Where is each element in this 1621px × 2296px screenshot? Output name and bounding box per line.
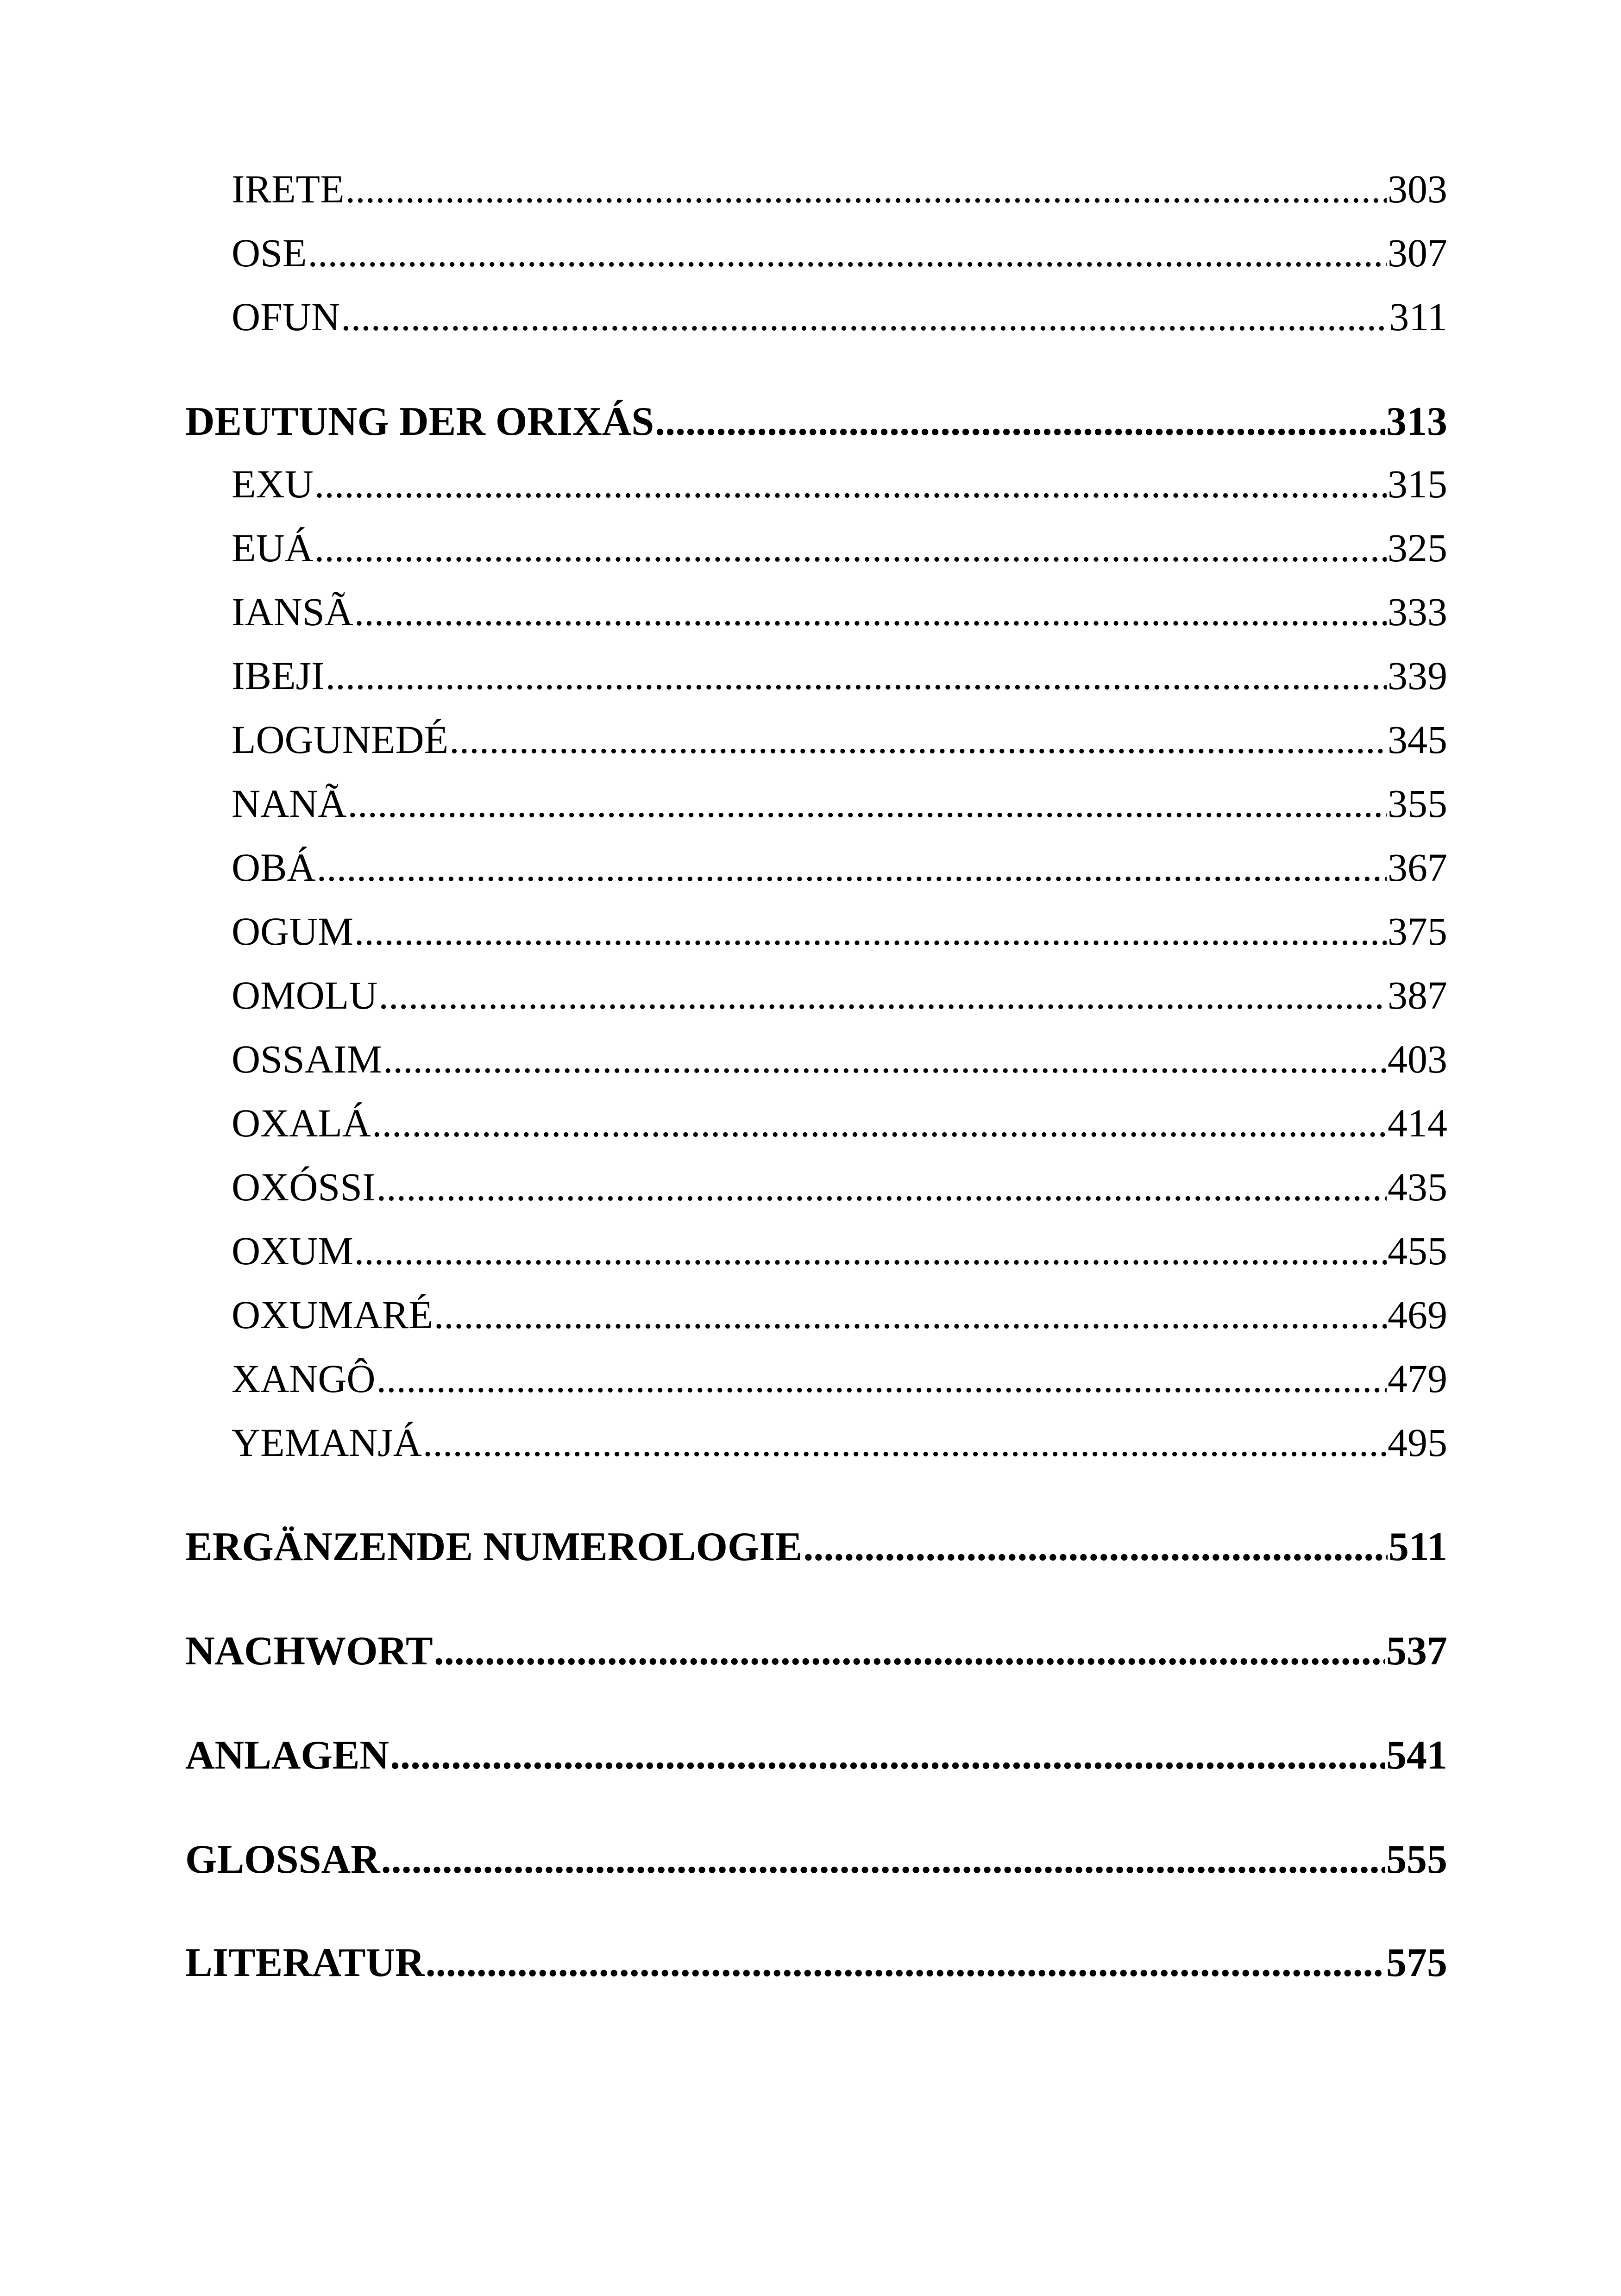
toc-entry-title: OSSAIM (232, 1037, 382, 1081)
toc-entry-title: LOGUNEDÉ (232, 717, 449, 762)
toc-entry-ogum (185, 908, 1447, 964)
toc-entry-page: 435 (1388, 1165, 1447, 1209)
toc-dot-leader (381, 1836, 1385, 1883)
toc-dot-leader (449, 716, 1387, 763)
toc-dot-leader (354, 589, 1387, 635)
toc-dot-leader (378, 972, 1387, 1018)
toc-dot-leader (423, 1419, 1387, 1466)
toc-entry-page: 355 (1388, 781, 1447, 826)
toc-entry-page: 375 (1388, 909, 1447, 954)
toc-entry-page: 403 (1388, 1037, 1447, 1081)
toc-entry-title: OXUMARÉ (232, 1292, 433, 1337)
toc-dot-leader (390, 1732, 1385, 1779)
toc-entry-page: 537 (1386, 1629, 1447, 1674)
toc-dot-leader (354, 1228, 1387, 1274)
toc-entry-irete (185, 166, 1447, 221)
toc-entry-title: LITERATUR (185, 1940, 425, 1985)
toc-entry-title: OXALÁ (232, 1101, 371, 1145)
toc-entry-page: 511 (1388, 1524, 1447, 1569)
toc-entry-xango (185, 1355, 1447, 1411)
toc-entry-ibeji (185, 652, 1447, 708)
toc-entry-title: OFUN (232, 295, 340, 339)
toc-entry-title: NACHWORT (185, 1629, 433, 1674)
toc-entry-page: 495 (1388, 1420, 1447, 1465)
toc-entry-ose (185, 230, 1447, 285)
toc-entry-page: 307 (1388, 231, 1447, 275)
toc-entry-page: 325 (1388, 526, 1447, 570)
toc-entry-oba (185, 844, 1447, 900)
toc-entry-iansa (185, 589, 1447, 644)
toc-dot-leader (347, 780, 1387, 827)
toc-entry-title: YEMANJÁ (232, 1420, 422, 1465)
toc-entry-page: 414 (1388, 1101, 1447, 1145)
toc-entry-glossar (185, 1836, 1447, 1892)
toc-dot-leader (377, 1164, 1387, 1210)
toc-entry-title: OGUM (232, 909, 353, 954)
toc-entry-title: OMOLU (232, 973, 378, 1017)
toc-entry-deutung-der-orixas (185, 398, 1447, 454)
toc-entry-title: OXÓSSI (232, 1165, 376, 1209)
toc-entry-eua (185, 525, 1447, 580)
toc-entry-exu (185, 461, 1447, 516)
toc-dot-leader (317, 844, 1387, 891)
toc-dot-leader (383, 1036, 1387, 1082)
toc-dot-leader (308, 230, 1387, 276)
toc-entry-page: 367 (1388, 845, 1447, 890)
toc-entry-title: XANGÔ (232, 1356, 376, 1401)
toc-entry-title: OXUM (232, 1229, 353, 1273)
toc-entry-page: 303 (1388, 167, 1447, 211)
toc-entry-title: NANÃ (232, 781, 347, 826)
toc-entry-logunede (185, 716, 1447, 772)
toc-entry-page: 479 (1388, 1356, 1447, 1401)
toc-entry-yemanja (185, 1419, 1447, 1475)
toc-entry-oxossi (185, 1164, 1447, 1219)
toc-entry-title: IRETE (232, 167, 345, 211)
toc-dot-leader (314, 525, 1387, 571)
toc-entry-title: ANLAGEN (185, 1733, 390, 1778)
toc-entry-oxumare (185, 1292, 1447, 1347)
toc-entry-page: 313 (1386, 399, 1447, 444)
toc-entry-title: EUÁ (232, 526, 314, 570)
toc-entry-page: 315 (1388, 462, 1447, 506)
toc-entry-ossaim (185, 1036, 1447, 1092)
toc-entry-page: 575 (1386, 1940, 1447, 1985)
toc-dot-leader (377, 1355, 1387, 1402)
toc-entry-page: 541 (1386, 1733, 1447, 1778)
toc-dot-leader (314, 461, 1387, 507)
toc-dot-leader (354, 908, 1387, 954)
toc-dot-leader (341, 294, 1388, 340)
toc-entry-page: 345 (1388, 717, 1447, 762)
toc-entry-oxala (185, 1100, 1447, 1155)
toc-entry-title: IBEJI (232, 653, 325, 698)
toc-dot-leader (346, 166, 1387, 212)
toc-entry-ofun (185, 294, 1447, 349)
toc-dot-leader (434, 1292, 1387, 1338)
toc-dot-leader (655, 398, 1385, 445)
toc-entry-title: OSE (232, 231, 307, 275)
toc-entry-page: 469 (1388, 1292, 1447, 1337)
toc-entry-page: 455 (1388, 1229, 1447, 1273)
toc-dot-leader (326, 652, 1387, 699)
toc-entry-title: GLOSSAR (185, 1837, 380, 1882)
toc-entry-page: 339 (1388, 653, 1447, 698)
toc-entry-title: EXU (232, 462, 314, 506)
toc-entry-omolu (185, 972, 1447, 1028)
toc-dot-leader (803, 1524, 1387, 1570)
toc-entry-page: 333 (1388, 590, 1447, 634)
toc-dot-leader (426, 1939, 1385, 1986)
toc-entry-title: OBÁ (232, 845, 316, 890)
toc-entry-title: ERGÄNZENDE NUMEROLOGIE (185, 1524, 803, 1569)
toc-entry-page: 387 (1388, 973, 1447, 1017)
toc-entry-erganzende-numerologie (185, 1524, 1447, 1579)
toc-entry-nana (185, 780, 1447, 836)
toc-entry-page: 555 (1386, 1837, 1447, 1882)
toc-dot-leader (372, 1100, 1387, 1146)
toc-entry-title: DEUTUNG DER ORIXÁS (185, 399, 654, 444)
toc-entry-page: 311 (1389, 295, 1447, 339)
toc-entry-title: IANSÃ (232, 590, 353, 634)
toc-entry-nachwort (185, 1628, 1447, 1683)
toc-entry-anlagen (185, 1732, 1447, 1788)
toc-entry-oxum (185, 1228, 1447, 1283)
toc-dot-leader (434, 1628, 1385, 1675)
toc-entry-literatur (185, 1939, 1447, 1995)
